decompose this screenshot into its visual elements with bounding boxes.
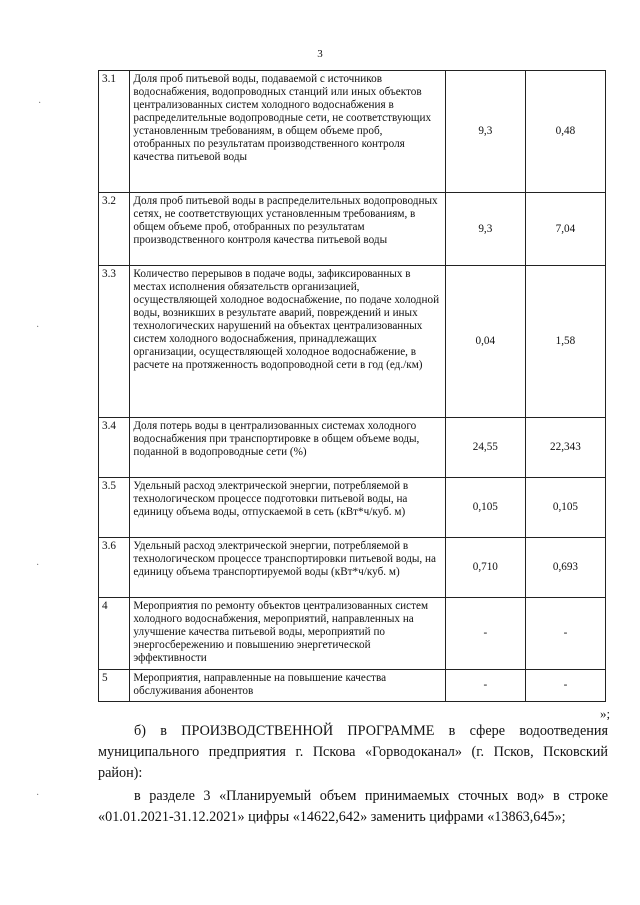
row-value-2: 0,48 — [525, 71, 605, 193]
row-value-1: 9,3 — [445, 193, 525, 266]
row-value-1: 24,55 — [445, 418, 525, 478]
margin-dot: · — [36, 790, 40, 801]
row-number: 5 — [99, 670, 130, 702]
row-value-1: 0,04 — [445, 266, 525, 418]
paragraph-b: б) в ПРОИЗВОДСТВЕННОЙ ПРОГРАММЕ в сфере водоотведения муниципального предприятия г. Пскова «Горводоканал» (г. Псков, Псковский район): — [98, 723, 608, 781]
margin-dot: · — [36, 322, 40, 333]
row-value-2: 0,693 — [525, 538, 605, 598]
closing-quote: »; — [600, 706, 611, 721]
row-value-2: 0,105 — [525, 478, 605, 538]
table-row — [99, 418, 606, 478]
row-description: Удельный расход электрической энергии, потребляемой в технологическом процессе подготовки питьевой воды, на единицу объема воды, отпускаемой в сеть (кВт*ч/куб. м) — [130, 478, 445, 538]
row-description: Доля проб питьевой воды, подаваемой с источников водоснабжения, водопроводных станций или иных объектов централизованных систем холодного водоснабжения в распределительные водопроводные сети, не соответствующих установленным требованиям, в общем объеме проб, отобранных по результатам производственного контроля качества питьевой воды — [130, 71, 445, 193]
row-value-2: 1,58 — [525, 266, 605, 418]
row-description: Мероприятия, направленные на повышение качества обслуживания абонентов — [130, 670, 445, 702]
row-number: 3.1 — [99, 71, 130, 193]
row-number: 3.5 — [99, 478, 130, 538]
row-description: Количество перерывов в подаче воды, зафиксированных в местах исполнения обязательств организацией, осуществляющей холодное водоснабжение, по подаче холодной воды, возникших в результате аварий, повреждений и иных технологических нарушений на объектах централизованных систем холодного водоснабжения, принадлежащих организации, осуществляющей холодное водоснабжение, в расчете на протяженность водопроводной сети в год (ед./км) — [130, 266, 445, 418]
row-value-1: 0,710 — [445, 538, 525, 598]
row-number: 4 — [99, 598, 130, 670]
row-description: Удельный расход электрической энергии, потребляемой в технологическом процессе транспортировки питьевой воды, на единицу объема транспортируемой воды (кВт*ч/куб. м) — [130, 538, 445, 598]
row-number: 3.2 — [99, 193, 130, 266]
row-value-2: 22,343 — [525, 418, 605, 478]
table-row — [99, 478, 606, 538]
indicators-table — [98, 70, 606, 702]
row-value-2: - — [525, 670, 605, 702]
row-description: Доля потерь воды в централизованных системах холодного водоснабжения при транспортировке в общем объеме воды, поданной в водопроводные сети (%) — [130, 418, 445, 478]
row-number: 3.4 — [99, 418, 130, 478]
row-description: Мероприятия по ремонту объектов централизованных систем холодного водоснабжения, мероприятий, направленных на улучшение качества питьевой воды, мероприятий по энергосбережению и повышению энергетической эффективности — [130, 598, 445, 670]
row-description: Доля проб питьевой воды в распределительных водопроводных сетях, не соответствующих установленным требованиям, в общем объеме проб, отобранных по результатам производственного контроля качества питьевой воды — [130, 193, 445, 266]
table-row — [99, 193, 606, 266]
row-value-2: 7,04 — [525, 193, 605, 266]
table-row — [99, 71, 606, 193]
row-value-1: 0,105 — [445, 478, 525, 538]
row-value-1: - — [445, 670, 525, 702]
paragraph-section-3: в разделе 3 «Планируемый объем принимаемых сточных вод» в строке «01.01.2021-31.12.2021» цифры «14622,642» заменить цифрами «13863,645»; — [98, 788, 608, 825]
table-row — [99, 266, 606, 418]
margin-dot: · — [36, 560, 40, 571]
row-value-1: - — [445, 598, 525, 670]
row-value-2: - — [525, 598, 605, 670]
table-row — [99, 538, 606, 598]
row-number: 3.6 — [99, 538, 130, 598]
margin-dot: · — [38, 98, 42, 109]
row-number: 3.3 — [99, 266, 130, 418]
page-number: 3 — [317, 48, 323, 60]
table-row — [99, 670, 606, 702]
row-value-1: 9,3 — [445, 71, 525, 193]
table-row — [99, 598, 606, 670]
